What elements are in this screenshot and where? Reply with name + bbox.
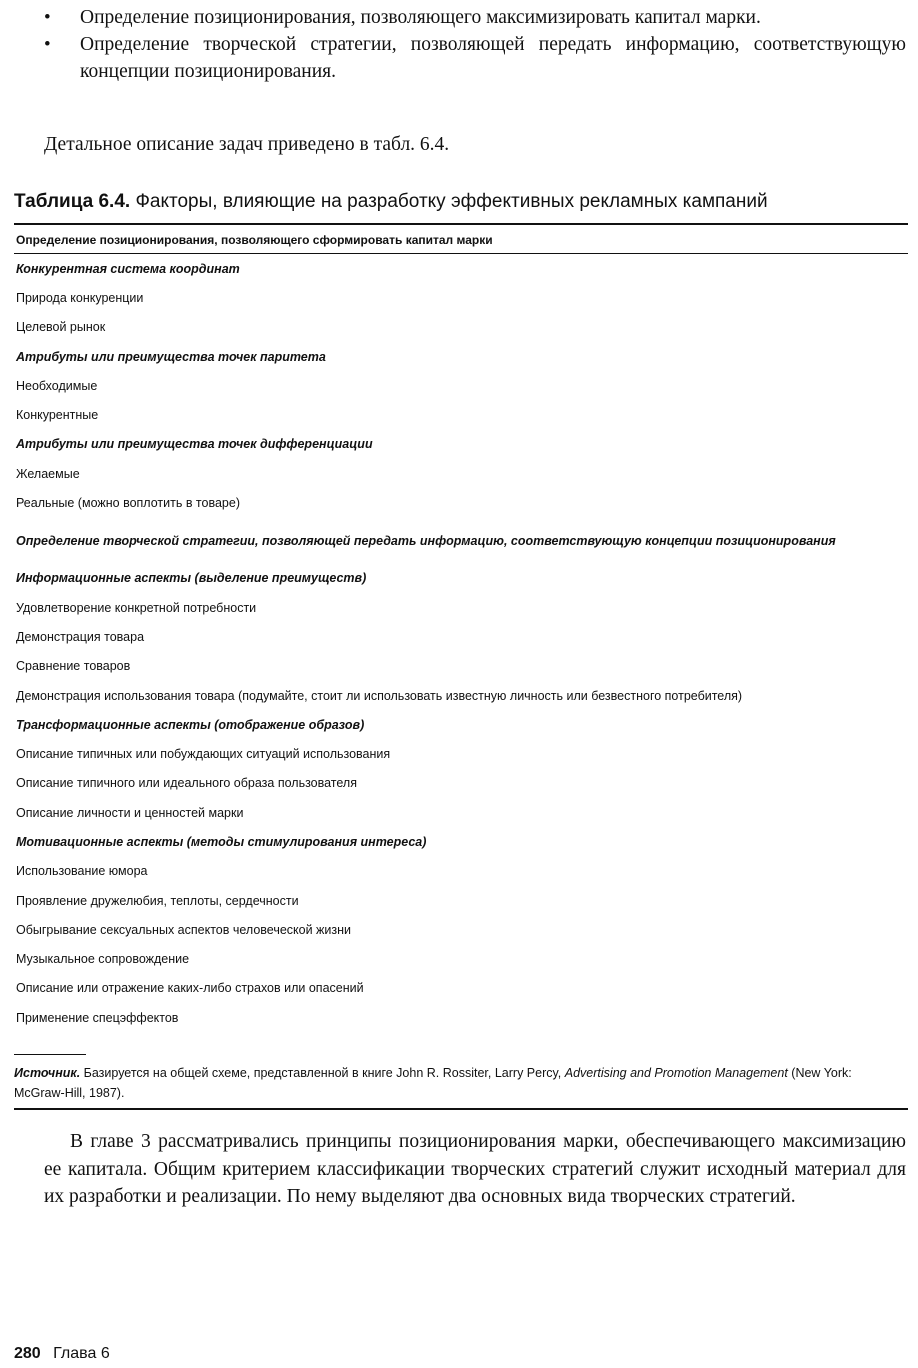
table-section-heading — [14, 254, 908, 283]
intro-bullet-text: Определение позиционирования, позволяющего максимизировать капитал марки. — [80, 7, 761, 28]
source-text-after: (New York: McGraw-Hill, 1987). — [14, 1066, 852, 1100]
table-section-heading — [14, 342, 908, 371]
factors-table — [14, 223, 908, 1032]
table-row-text: Информационные аспекты (выделение преимуществ) — [16, 571, 367, 586]
table-row-text: Реальные (можно воплотить в товаре) — [16, 496, 240, 511]
page-number: 280 — [14, 1345, 41, 1362]
table-row-text: Необходимые — [16, 378, 98, 393]
intro-bullet-item — [40, 31, 906, 85]
table-row — [14, 371, 908, 400]
table-section-heading — [14, 710, 908, 739]
table-row — [14, 622, 908, 651]
table-row-text: Целевой рынок — [16, 320, 106, 335]
table-row — [14, 652, 908, 681]
table-section-heading — [14, 564, 908, 593]
table-row-text: Демонстрация использования товара (подумайте, стоит ли использовать известную личность или безвестного потребителя) — [16, 688, 743, 703]
table-section-heading — [14, 827, 908, 856]
table-caption-number: Таблица 6.4. — [14, 191, 131, 212]
table-row-text: Применение спецэффектов — [16, 1010, 179, 1025]
table-row-text: Обыгрывание сексуальных аспектов человеческой жизни — [16, 922, 352, 937]
table-row — [14, 945, 908, 974]
page-footer — [14, 1344, 110, 1364]
table-row — [14, 886, 908, 915]
table-row-text: Удовлетворение конкретной потребности — [16, 600, 257, 615]
table-header: Определение позиционирования, позволяющего сформировать капитал марки — [14, 225, 908, 254]
table-row-text: Проявление дружелюбия, теплоты, сердечности — [16, 893, 299, 908]
table-row-text: Сравнение товаров — [16, 659, 131, 674]
body-paragraph: В главе 3 рассматривались принципы позиционирования марки, обеспечивающего максимизацию ее капитала. Общим критерием классификации творческих стратегий служит исходный материал для их разработки и реализации. По нему выделяют два основных вида творческих стратегий. — [44, 1131, 906, 1207]
table-row — [14, 681, 908, 710]
chapter-label: Глава 6 — [53, 1345, 110, 1362]
table-row-text: Описание типичных или побуждающих ситуаций использования — [16, 747, 391, 762]
intro-bullet-text: Определение творческой стратегии, позволяющей передать информацию, соответствующую концепции позиционирования. — [80, 34, 906, 82]
intro-note: Детальное описание задач приведено в табл. 6.4. — [44, 134, 450, 155]
table-row-text: Мотивационные аспекты (методы стимулирования интереса) — [16, 834, 427, 849]
intro-bullet-list — [40, 4, 906, 85]
table-row — [14, 974, 908, 1003]
table-row-text: Трансформационные аспекты (отображение образов) — [16, 717, 365, 732]
table-row — [14, 593, 908, 622]
source-label: Источник. — [14, 1066, 81, 1080]
table-row-text: Определение творческой стратегии, позволяющей передать информацию, соответствующую концепции позиционирования — [16, 533, 836, 548]
table-row-text: Конкурентная система координат — [16, 261, 240, 276]
table-row — [14, 798, 908, 827]
table-section-heading — [14, 518, 908, 564]
table-body — [14, 254, 908, 1032]
table-row — [14, 857, 908, 886]
table-row-text: Атрибуты или преимущества точек дифференциации — [16, 437, 373, 452]
table-row-text: Атрибуты или преимущества точек паритета — [16, 349, 326, 364]
bullet-icon: • — [44, 7, 51, 28]
table-caption-text: Факторы, влияющие на разработку эффективных рекламных кампаний — [135, 191, 768, 212]
source-text-before: Базируется на общей схеме, представленной в книге John R. Rossiter, Larry Percy, — [80, 1066, 565, 1080]
bullet-icon: • — [44, 34, 51, 55]
table-row-text: Конкурентные — [16, 408, 99, 423]
table-row — [14, 769, 908, 798]
table-row-text: Использование юмора — [16, 864, 148, 879]
table-row — [14, 915, 908, 944]
table-row-text: Описание или отражение каких-либо страхов или опасений — [16, 981, 364, 996]
source-book-title: Advertising and Promotion Management — [564, 1066, 788, 1080]
table-row-text: Природа конкуренции — [16, 290, 144, 305]
table-row — [14, 313, 908, 342]
table-row-text: Музыкальное сопровождение — [16, 952, 190, 967]
table-bottom-rule — [14, 1108, 908, 1110]
table-caption — [14, 189, 908, 215]
table-row-text: Демонстрация товара — [16, 629, 145, 644]
table-section-heading — [14, 430, 908, 459]
table-source-note — [14, 1063, 894, 1103]
intro-bullet-item — [40, 4, 906, 31]
table-row-text: Желаемые — [16, 466, 80, 481]
table-row — [14, 488, 908, 517]
table-row — [14, 283, 908, 312]
table-row — [14, 400, 908, 429]
table-row-text: Описание личности и ценностей марки — [16, 805, 244, 820]
table-row — [14, 1003, 908, 1032]
table-row — [14, 459, 908, 488]
table-row — [14, 739, 908, 768]
table-row-text: Описание типичного или идеального образа пользователя — [16, 776, 357, 791]
source-divider — [14, 1054, 86, 1055]
